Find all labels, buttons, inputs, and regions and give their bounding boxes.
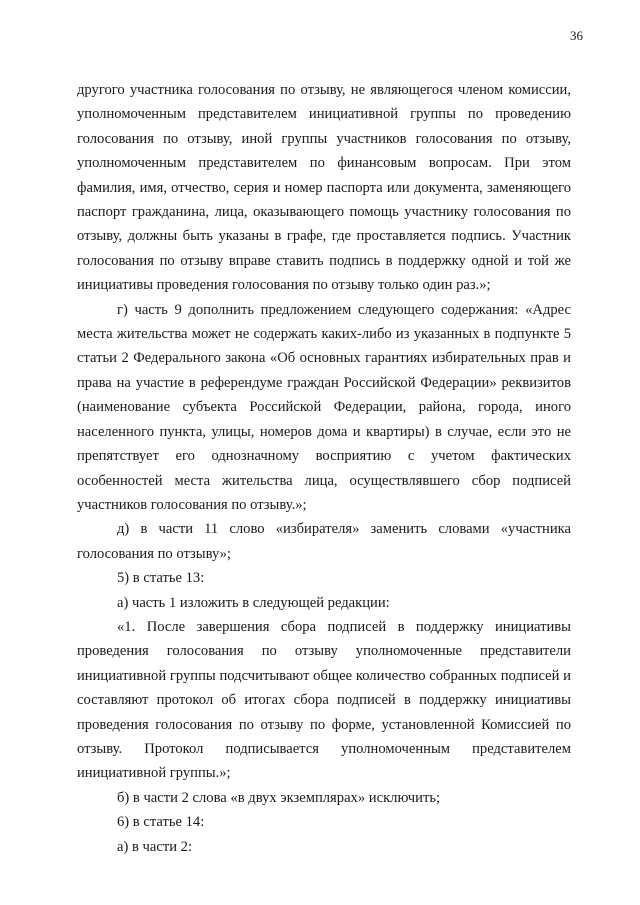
paragraph-item-g: г) часть 9 дополнить предложением следующего содержания: «Адрес места жительства может не содержать каких-либо из указанных в подпункте 5 статьи 2 Федерального закона «Об основных гарантиях избирательных прав и права на участие в референдуме граждан Российской Федерации» реквизитов (наименование субъекта Российской Федерации, района, города, иного населенного пункта, улицы, номеров дома и квартиры) в случае, если это не препятствует его однозначному восприятию с учетом фактических особенностей места жительства лица, осуществлявшего сбор подписей участников голосования по отзыву.»; [77, 301, 571, 513]
paragraph-item-b: б) в части 2 слова «в двух экземплярах» исключить; [117, 789, 441, 806]
paragraph-item-d: д) в части 11 слово «избирателя» заменить словами «участника голосования по отзыву»; [77, 521, 571, 562]
paragraph-item-6: 6) в статье 14: [117, 814, 205, 831]
paragraph-continuation: другого участника голосования по отзыву, не являющегося членом комиссии, уполномоченным представителем инициативной группы по проведению голосования по отзыву, иной группы участников голосования по отзыву, уполномоченным представителем по финансовым вопросам. При этом фамилия, имя, отчество, серия и номер паспорта или документа, заменяющего паспорт гражданина, лица, оказывающего помощь участнику голосования по отзыву, должны быть указаны в графе, где проставляется подпись. Участник голосования по отзыву вправе ставить подпись в поддержку одной и той же инициативы проведения голосования по отзыву только один раз.»; [77, 82, 571, 294]
paragraph-quote-part-1: «1. После завершения сбора подписей в поддержку инициативы проведения голосования по отзыву уполномоченные представители инициативной группы подсчитывают общее количество собранных подписей и составляют протокол об итогах сбора подписей в поддержку инициативы проведения голосования по отзыву по форме, установленной Комиссией по отзыву. Протокол подписывается уполномоченным представителем инициативной группы.»; [77, 618, 571, 782]
paragraph-item-5: 5) в статье 13: [117, 570, 205, 587]
document-body [77, 78, 571, 859]
paragraph-item-a-part-2: а) в части 2: [117, 838, 193, 855]
page-number: 36 [570, 28, 583, 43]
paragraph-item-a: а) часть 1 изложить в следующей редакции: [117, 594, 390, 611]
